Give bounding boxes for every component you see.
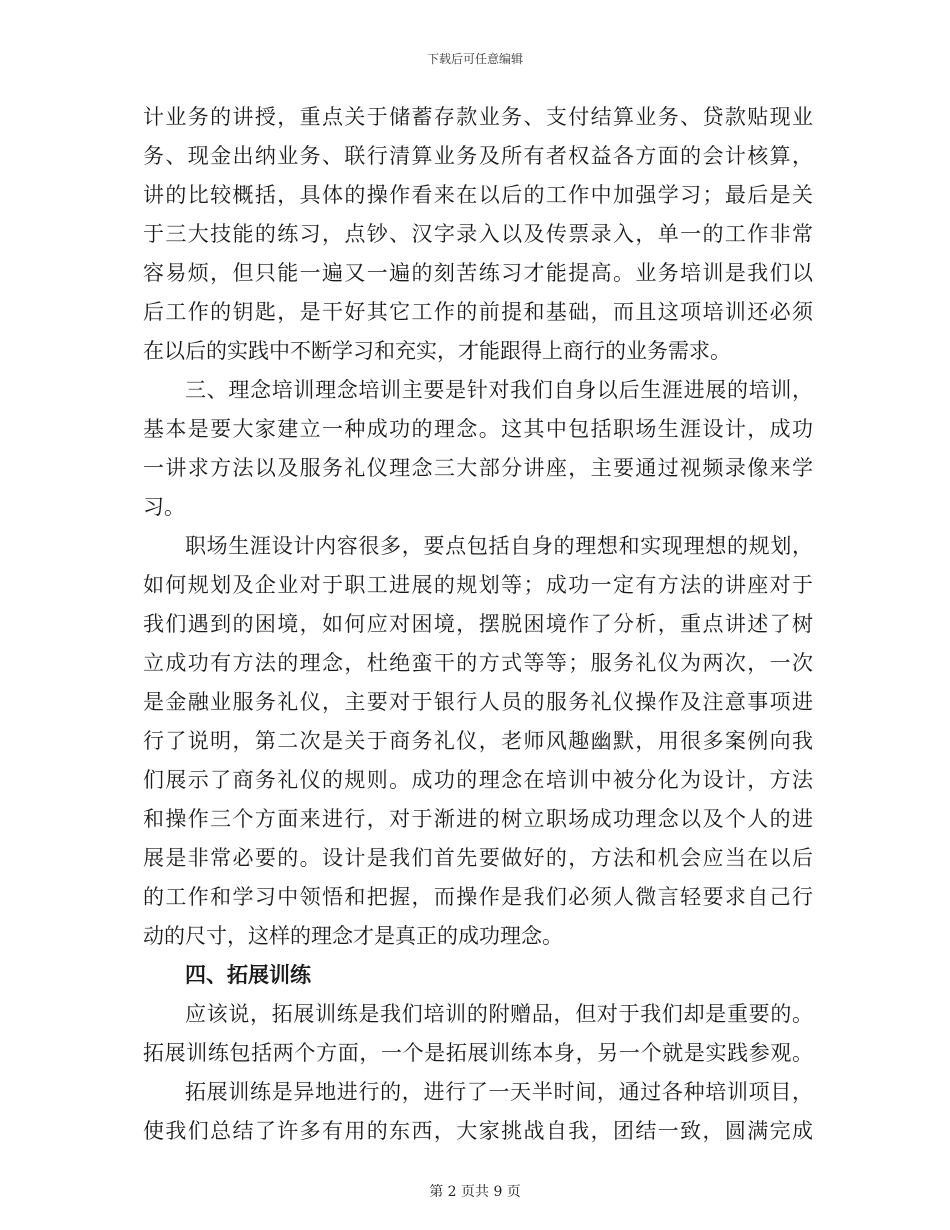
page-header: 下载后可任意编辑 <box>426 52 523 66</box>
document-body <box>143 98 813 1151</box>
paragraph-line: 使我们总结了许多有用的东西，大家挑战自我，团结一致，圆满完成 <box>143 1119 813 1143</box>
paragraph-line: 和操作三个方面来进行，对于渐进的树立职场成功理念以及个人的进 <box>143 807 813 831</box>
section-heading: 四、拓展训练 <box>185 963 311 987</box>
page-number-footer: 第 2 页共 9 页 <box>429 1184 521 1200</box>
paragraph-line: 于三大技能的练习，点钞、汉字录入以及传票录入，单一的工作非常 <box>143 222 813 246</box>
paragraph-line: 拓展训练包括两个方面，一个是拓展训练本身，另一个就是实践参观。 <box>143 1041 813 1065</box>
paragraph-line: 计业务的讲授，重点关于储蓄存款业务、支付结算业务、贷款贴现业 <box>143 105 813 129</box>
paragraph-line: 容易烦，但只能一遍又一遍的刻苦练习才能提高。业务培训是我们以 <box>143 261 813 285</box>
paragraph-line: 立成功有方法的理念，杜绝蛮干的方式等等；服务礼仪为两次，一次 <box>143 651 813 675</box>
paragraph-line: 基本是要大家建立一种成功的理念。这其中包括职场生涯设计，成功 <box>143 417 813 441</box>
paragraph-line: 三、理念培训理念培训主要是针对我们自身以后生涯进展的培训， <box>185 378 813 402</box>
paragraph-line: 我们遇到的困境，如何应对困境，摆脱困境作了分析，重点讲述了树 <box>143 612 813 636</box>
paragraph-line: 讲的比较概括，具体的操作看来在以后的工作中加强学习；最后是关 <box>143 183 813 207</box>
paragraph-line: 如何规划及企业对于职工进展的规划等；成功一定有方法的讲座对于 <box>143 573 813 597</box>
paragraph-line: 拓展训练是异地进行的，进行了一天半时间，通过各种培训项目， <box>185 1080 813 1104</box>
paragraph-line: 一讲求方法以及服务礼仪理念三大部分讲座，主要通过视频录像来学 <box>143 456 813 480</box>
paragraph-line: 们展示了商务礼仪的规则。成功的理念在培训中被分化为设计，方法 <box>143 768 813 792</box>
paragraph-line: 在以后的实践中不断学习和充实，才能跟得上商行的业务需求。 <box>143 339 731 363</box>
paragraph-line: 是金融业服务礼仪，主要对于银行人员的服务礼仪操作及注意事项进 <box>143 690 813 714</box>
paragraph-line: 展是非常必要的。设计是我们首先要做好的，方法和机会应当在以后 <box>143 846 813 870</box>
paragraph-line: 应该说，拓展训练是我们培训的附赠品，但对于我们却是重要的。 <box>185 1002 813 1026</box>
paragraph-line: 后工作的钥匙，是干好其它工作的前提和基础，而且这项培训还必须 <box>143 300 813 324</box>
paragraph-line: 职场生涯设计内容很多，要点包括自身的理想和实现理想的规划， <box>185 534 813 558</box>
paragraph-line: 行了说明，第二次是关于商务礼仪，老师风趣幽默，用很多案例向我 <box>143 729 813 753</box>
paragraph-line: 的工作和学习中领悟和把握，而操作是我们必须人微言轻要求自己行 <box>143 885 813 909</box>
paragraph-line: 务、现金出纳业务、联行清算业务及所有者权益各方面的会计核算， <box>143 144 813 168</box>
paragraph-line: 习。 <box>143 495 185 519</box>
paragraph-line: 动的尺寸，这样的理念才是真正的成功理念。 <box>143 924 563 948</box>
